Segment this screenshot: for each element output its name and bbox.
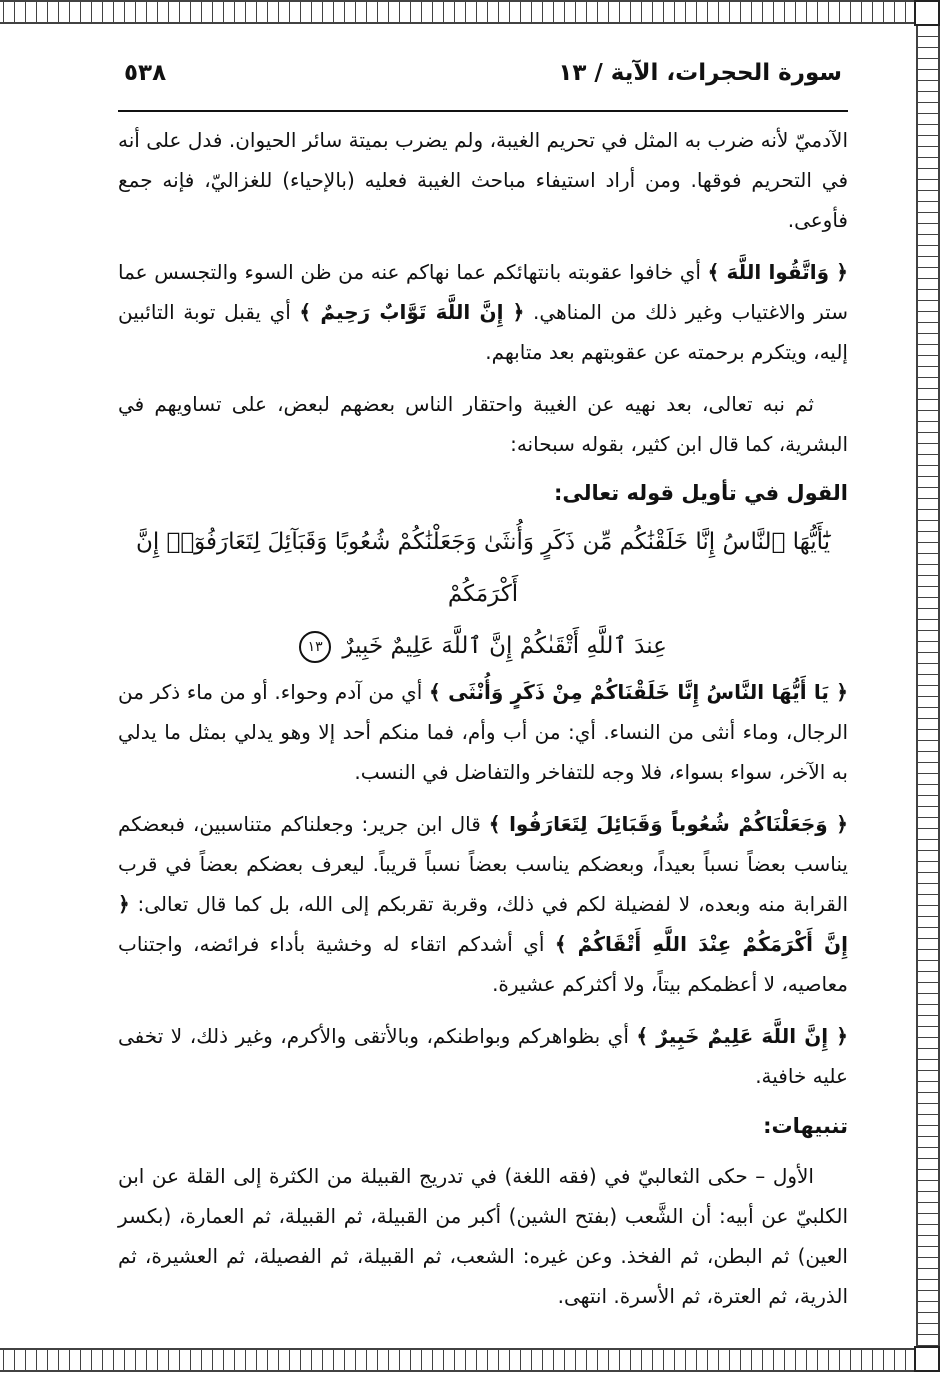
paragraph-text: قال ابن جرير: وجعلناكم متناسبين، فبعضكم يناسب بعضاً نسباً بعيداً، وبعضكم يناسب بعضاً نسباً قريباً. ليعرف بعضكم بعضاً في قرب القرابة منه وبعده، لا لفضيلة لكم في ذلك، وقربة تقربكم إلى الله، بل كما قال تعالى: <box>118 812 848 916</box>
quran-quote: ﴿ يَا أَيُّهَا النَّاسُ إِنَّا خَلَقْنَاكُمْ مِنْ ذَكَرٍ وَأُنْثَى ﴾ <box>429 680 848 704</box>
decorative-border-right <box>916 0 940 1372</box>
paragraph-text: أي من آدم وحواء. أو من ماء ذكر من الرجال، وماء أنثى من النساء. أي: من أب وأم، فما منكم أحد إلا وهو يدلي بمثل ما يدلي به الآخر، سواء بسواء، فلا وجه للتفاخر والتفاضل في النسب. <box>118 680 848 784</box>
paragraph-4 <box>118 672 848 792</box>
quran-quote: ﴿ إِنَّ اللَّهَ عَلِيمٌ خَبِيرٌ ﴾ <box>636 1024 848 1048</box>
border-corner-top <box>914 0 940 26</box>
paragraph-2 <box>118 252 848 372</box>
paragraph-5 <box>118 804 848 1004</box>
paragraph-7: الأول – حكى الثعالبيّ في (فقه اللغة) في تدريج القبيلة من الكثرة إلى القلة عن ابن الكلبيّ عن أبيه: أن الشَّعب (بفتح الشين) أكبر من القبيلة، ثم القبيلة، ثم العمارة، (بكسر العين) ثم البطن، ثم الفخذ. وعن غيره: الشعب، ثم القبيلة، ثم الفصيلة، ثم العشيرة، ثم الذرية، ثم العترة، ثم الأسرة. انتهى. <box>118 1164 848 1308</box>
decorative-border-bottom <box>0 1348 916 1372</box>
surah-title: سورة الحجرات، الآية / ١٣ <box>558 60 842 86</box>
section-heading: القول في تأويل قوله تعالى: <box>554 481 848 505</box>
paragraph-6 <box>118 1016 848 1096</box>
quran-quote: ﴿ إِنَّ أَكْرَمَكُمْ عِنْدَ اللَّهِ أَتْقَاكُمْ ﴾ <box>118 892 848 956</box>
paragraph-text: أي أشدكم اتقاء له وخشية بأداء فرائضه، واجتناب معاصيه، لا أعظمكم بيتاً، ولا أكثركم عشيرة. <box>118 932 848 996</box>
verse-line-1: يَٰٓأَيُّهَا ٱلنَّاسُ إِنَّا خَلَقْنَٰكُم مِّن ذَكَرٍ وَأُنثَىٰ وَجَعَلْنَٰكُمْ شُعُوبًا وَقَبَآئِلَ لِتَعَارَفُوٓا۟ إِنَّ أَكْرَمَكُمْ <box>135 529 831 607</box>
page-header <box>118 60 848 112</box>
paragraph-text: أي خافوا عقوبته بانتهائكم عما نهاكم عنه من ظن السوء والتجسس عما ستر والاغتياب وغير ذلك من المناهي. <box>118 260 848 324</box>
page-number: ٥٣٨ <box>124 60 167 86</box>
decorative-border-top <box>0 0 916 24</box>
notes-heading: تنبيهات: <box>763 1114 848 1138</box>
page-content <box>118 60 848 1316</box>
quran-quote: ﴿ وَاتَّقُوا اللَّهَ ﴾ <box>707 260 848 284</box>
verse-block <box>118 516 848 672</box>
quran-quote: ﴿ وَجَعَلْنَاكُمْ شُعُوباً وَقَبَائِلَ لِتَعَارَفُوا ﴾ <box>488 812 848 836</box>
border-corner-bottom <box>914 1346 940 1372</box>
paragraph-1: الآدميّ لأنه ضرب به المثل في تحريم الغيبة، ولم يضرب بميتة سائر الحيوان. فدل على أنه في التحريم فوقها. ومن أراد استيفاء مباحث الغيبة فعليه (بالإحياء) للغزاليّ، فإنه جمع فأوعى. <box>118 128 848 232</box>
paragraph-text: أي يقبل توبة التائبين إليه، ويتكرم برحمته عن عقوبتهم بعد متابهم. <box>118 300 848 364</box>
paragraph-text: أي بظواهركم وبواطنكم، وبالأتقى والأكرم، وغير ذلك، لا تخفى عليه خافية. <box>118 1024 848 1088</box>
paragraph-3: ثم نبه تعالى، بعد نهيه عن الغيبة واحتقار الناس بعضهم لبعض، على تساويهم في البشرية، كما قال ابن كثير، بقوله سبحانه: <box>118 392 848 456</box>
quran-quote: ﴿ إِنَّ اللَّهَ تَوَّابٌ رَحِيمٌ ﴾ <box>299 300 525 324</box>
verse-number-marker: ١٣ <box>299 631 331 663</box>
verse-line-2: عِندَ ٱللَّهِ أَتْقَىٰكُمْ إِنَّ ٱللَّهَ عَلِيمٌ خَبِيرٌ <box>342 633 667 659</box>
